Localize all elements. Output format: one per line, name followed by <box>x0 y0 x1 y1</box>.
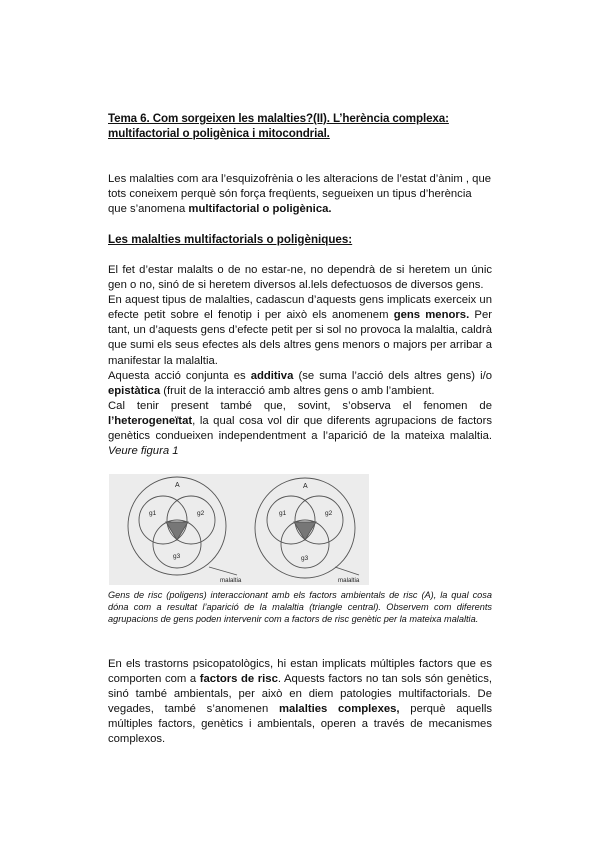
label-env-left: A <box>175 482 180 489</box>
paragraph-1: El fet d’estar malalts o de no estar-ne, no dependrà de si heretem un únic gen o no, sinó de si heretem diversos al.lels defectuosos de diversos gens. <box>108 264 492 292</box>
p2-text-c: Per tant, un d’aquests gens d’efecte petit per si sol no provoca la malaltia, caldrà que sumi els seus efectes als dels altres gens menors o majors per arribar a manifestar la malaltia. <box>108 309 493 367</box>
label-env-right: A <box>303 483 308 490</box>
label-g2-left: g2 <box>197 510 205 517</box>
intro-paragraph <box>108 172 492 217</box>
p5-text-e: perquè aquells múltiples factors, genètics i ambientals, operen a través de mecanismes complexos. <box>108 703 492 746</box>
p3-bold-epistatica: epistàtica <box>108 384 161 397</box>
title-line-2: multifactorial o poligènica i mitocondrial. <box>108 127 330 140</box>
pointer-line-left <box>209 567 237 575</box>
venn-diagrams <box>109 474 369 585</box>
title-line-1: Tema 6. Com sorgeixen les malalties?(II). L’herència complexa: <box>108 112 449 125</box>
label-g1-left: g1 <box>149 510 157 517</box>
label-g3-left: g3 <box>173 553 181 560</box>
paragraph-5 <box>108 657 492 748</box>
p5-text-c: . Aquests factors no tan sols són genètics, sinó també ambientals, per això en diem patologies multifactorials. De vegades, també s’anomenen <box>108 673 492 716</box>
document-title <box>108 111 508 141</box>
p3-text-e: (fruit de la interacció amb altres gens o amb l’ambient. <box>160 384 435 397</box>
label-g3-right: g3 <box>301 555 309 562</box>
label-g2-right: g2 <box>325 510 333 517</box>
p3-bold-additiva: additiva <box>250 369 294 382</box>
intro-text: Les malalties com ara l’esquizofrènia o les alteracions de l’estat d’ànim , que tots coneixem perquè són força freqüents, segueixen un tipus d’herència que s’anomena <box>108 173 492 216</box>
venn-right <box>255 478 359 578</box>
paragraph-4 <box>108 399 492 459</box>
p4-text-c: , la qual cosa vol dir que diferents agrupacions de factors genètics condueixen independentment a l’aparició de la mateixa malaltia. <box>108 414 492 443</box>
p5-text-a: En els trastorns psicopatològics, hi estan implicats múltiples factors que es comporten com a <box>108 658 492 686</box>
body-text <box>108 263 492 459</box>
p4-bold: l’heterogeneïtat <box>108 414 193 427</box>
p4-text-a: Cal tenir present també que, sovint, s’observa el fenomen de <box>108 399 492 412</box>
figure-caption: Gens de risc (poligens) interaccionant amb els factors ambientals de risc (A), la qual cosa dóna com a resultat l’aparició de la malaltia (triangle central). Observem com diferents agrupacions de gens poden intervenir com a factors de risc genètic per la mateixa malaltia. <box>108 590 492 625</box>
venn-left <box>128 477 237 575</box>
p3-text-a: Aquesta acció conjunta es <box>108 369 251 382</box>
p2-text-a: En aquest tipus de malalties, cadascun d’aquests gens implicats exerceix un efecte petit sobre el fenotip i per això els anomenem <box>108 294 492 322</box>
p2-bold: gens menors. <box>393 309 470 322</box>
p5-bold-factors: factors de risc <box>199 673 278 686</box>
section-heading: Les malalties multifactorials o poligèniques: <box>108 233 353 246</box>
paragraph-3 <box>108 369 492 399</box>
p5-bold-complexes: malalties complexes, <box>278 703 400 716</box>
intro-bold: multifactorial o poligènica. <box>188 203 332 216</box>
p3-text-c: (se suma l’acció dels altres gens) i/o <box>293 369 493 382</box>
paragraph-2 <box>108 293 492 368</box>
figure-1 <box>109 474 369 585</box>
label-disease-right: malaltia <box>338 577 360 584</box>
label-disease-left: malaltia <box>220 577 242 584</box>
pointer-line-right <box>335 567 359 575</box>
label-g1-right: g1 <box>279 510 287 517</box>
figure-reference: Veure figura 1 <box>108 445 179 458</box>
